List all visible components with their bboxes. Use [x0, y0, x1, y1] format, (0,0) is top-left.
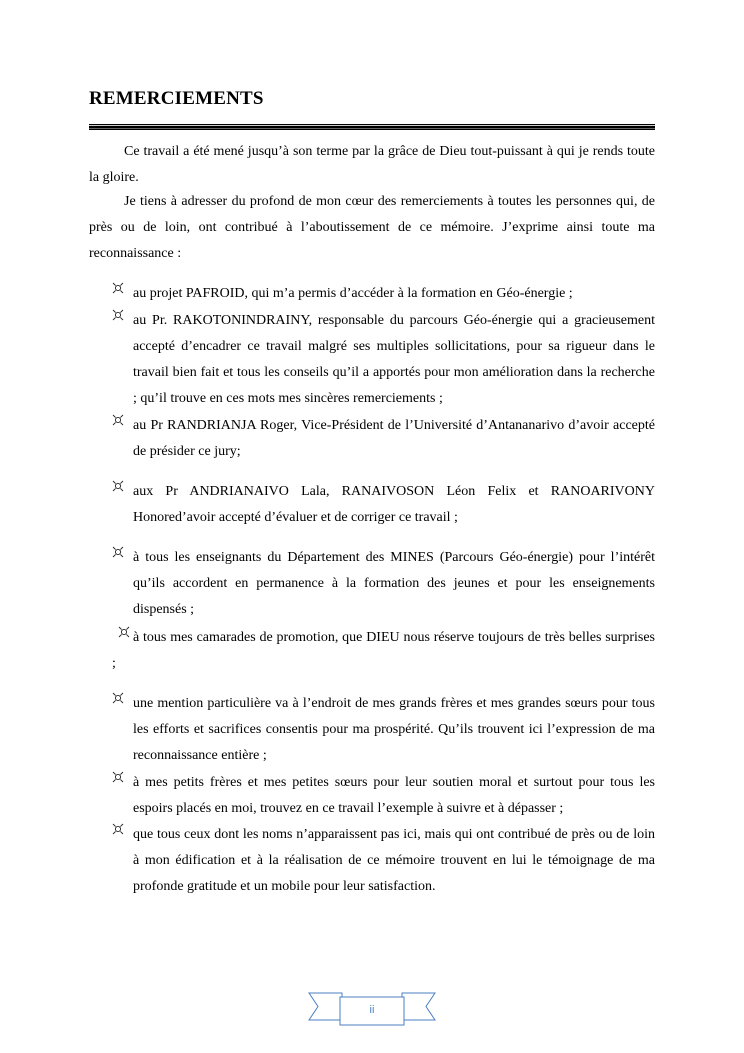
page-title: REMERCIEMENTS	[89, 88, 264, 109]
list-item	[112, 625, 655, 677]
list-item-text: une mention particulière va à l’endroit de mes grands frères et mes grandes sœurs pour tous les efforts et sacrifices consentis pour ma prospérité. Qu’ils trouvent ici l’expression de ma reconnaissance entière ;	[133, 696, 655, 763]
bullet-icon	[112, 282, 124, 294]
list-item	[112, 479, 655, 531]
list-item	[112, 770, 655, 822]
list-item	[112, 413, 655, 465]
intro-paragraph-1: Ce travail a été mené jusqu’à son terme par la grâce de Dieu tout-puissant à qui je rends toute la gloire.	[89, 144, 655, 185]
intro-paragraph-2: Je tiens à adresser du profond de mon cœur des remerciements à toutes les personnes qui, de près ou de loin, ont contribué à l’aboutissement de ce mémoire. J’exprime ainsi toute ma reconnaissance :	[89, 194, 655, 261]
bullet-icon	[112, 823, 124, 835]
page-number: ii	[369, 1004, 375, 1016]
bullet-icon	[112, 546, 124, 558]
page-footer	[308, 990, 436, 1026]
bullet-icon	[112, 309, 124, 321]
list-item	[112, 691, 655, 769]
list-item-text: à mes petits frères et mes petites sœurs pour leur soutien moral et surtout pour tous les espoirs placés en moi, trouvez en ce travail l’exemple à suivre et à dépasser ;	[133, 775, 655, 816]
list-item	[112, 308, 655, 412]
bullet-icon	[112, 414, 124, 426]
bullet-icon	[112, 692, 124, 704]
bullet-icon	[112, 480, 124, 492]
list-item	[112, 822, 655, 900]
list-item-text: aux Pr ANDRIANAIVO Lala, RANAIVOSON Léon Felix et RANOARIVONY Honored’avoir accepté d’évaluer et de corriger ce travail ;	[133, 484, 655, 525]
list-item	[112, 281, 655, 307]
list-item-text: à tous les enseignants du Département des MINES (Parcours Géo-énergie) pour l’intérêt qu’ils accordent en permanence à la formation des jeunes et pour les enseignements dispensés ;	[133, 550, 655, 617]
bullet-icon	[118, 626, 130, 638]
list-item-text: au Pr RANDRIANJA Roger, Vice-Président de l’Université d’Antananarivo d’avoir accepté de présider ce jury;	[133, 418, 655, 459]
list-item-text: que tous ceux dont les noms n’apparaissent pas ici, mais qui ont contribué de près ou de loin à mon édification et à la réalisation de ce mémoire trouvent en lui le témoignage de ma profonde gratitude et un mobile pour leur satisfaction.	[133, 827, 655, 894]
bullet-icon	[112, 771, 124, 783]
list-item	[112, 545, 655, 623]
list-item-text: au Pr. RAKOTONINDRAINY, responsable du parcours Géo-énergie qui a gracieusement accepté d’encadrer ce travail malgré ses multiples sollicitations, pour sa rigueur dans le travail bien fait et tous les conseils qu’il a apportés pour mon amélioration dans la recherche ; qu’il trouve en ces mots mes sincères remerciements ;	[133, 313, 655, 406]
title-underline	[89, 124, 655, 130]
list-item-text: au projet PAFROID, qui m’a permis d’accéder à la formation en Géo-énergie ;	[133, 286, 573, 301]
list-item-text: à tous mes camarades de promotion, que DIEU nous réserve toujours de très belles surprises ;	[112, 630, 655, 671]
